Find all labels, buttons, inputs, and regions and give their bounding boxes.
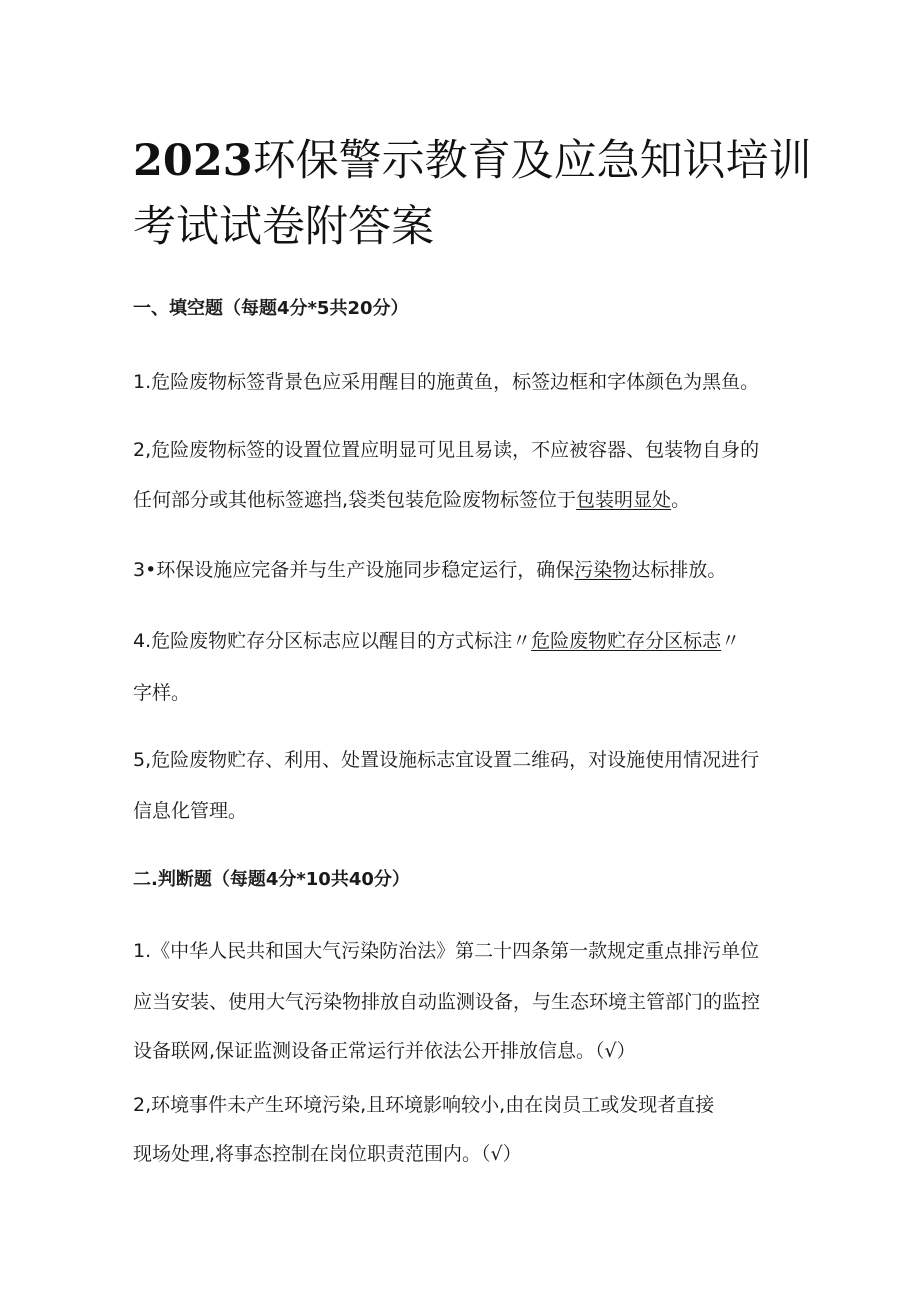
title-year: 2023 bbox=[133, 136, 253, 186]
section1-question-5-line2: 信息化管理。 bbox=[133, 800, 248, 822]
title-line1-text: 环保警示教育及应急知识培训 bbox=[252, 136, 812, 186]
section2-heading: 二.判断题（每题4分*10共40分） bbox=[133, 869, 410, 890]
q2-text-pre: 任何部分或其他标签遮挡,袋类包装危险废物标签位于 bbox=[133, 489, 577, 511]
section2-question-2-line2: 现场处理,将事态控制在岗位职责范围内。（√） bbox=[133, 1143, 522, 1165]
section1-heading: 一、填空题（每题4分*5共20分） bbox=[133, 298, 409, 319]
q4-text-post: 〃 bbox=[721, 630, 741, 652]
q3-text-post: 达标排放。 bbox=[631, 559, 727, 581]
q3-text-pre: 3•环保设施应完备并与生产设施同步稳定运行，确保 bbox=[133, 559, 575, 581]
section2-question-1-line3: 设备联网,保证监测设备正常运行并依法公开排放信息。（√） bbox=[133, 1040, 636, 1062]
document-title bbox=[133, 128, 813, 260]
q2-answer: 包装明显处 bbox=[576, 489, 672, 511]
section2-question-1-line2: 应当安装、使用大气污染物排放自动监测设备，与生态环境主管部门的监控 bbox=[133, 991, 761, 1013]
section1-question-5-line1: 5,危险废物贮存、利用、处置设施标志宜设置二维码，对设施使用情况进行 bbox=[133, 749, 760, 771]
section1-question-4-line1 bbox=[133, 628, 740, 654]
q3-answer: 污染物 bbox=[574, 559, 632, 581]
section2-question-1-line1: 1.《中华人民共和国大气污染防治法》第二十四条第一款规定重点排污单位 bbox=[133, 940, 760, 962]
title-line2-text: 考试试卷附答案 bbox=[133, 202, 434, 252]
section1-question-1: 1.危险废物标签背景色应采用醒目的施黄鱼，标签边框和字体颜色为黑鱼。 bbox=[133, 371, 760, 393]
section1-question-4-line2: 字样。 bbox=[133, 682, 191, 704]
section1-question-2-line1: 2,危险废物标签的设置位置应明显可见且易读，不应被容器、包装物自身的 bbox=[133, 439, 760, 461]
section1-question-3 bbox=[133, 557, 726, 583]
q4-text-pre: 4.危险废物贮存分区标志应以醒目的方式标注〃 bbox=[133, 630, 532, 652]
section2-question-2-line1: 2,环境事件未产生环境污染,且环境影响较小,由在岗员工或发现者直接 bbox=[133, 1094, 715, 1116]
q2-text-post: 。 bbox=[671, 489, 691, 511]
q4-answer: 危险废物贮存分区标志 bbox=[531, 630, 722, 652]
section1-question-2-line2 bbox=[133, 487, 690, 513]
